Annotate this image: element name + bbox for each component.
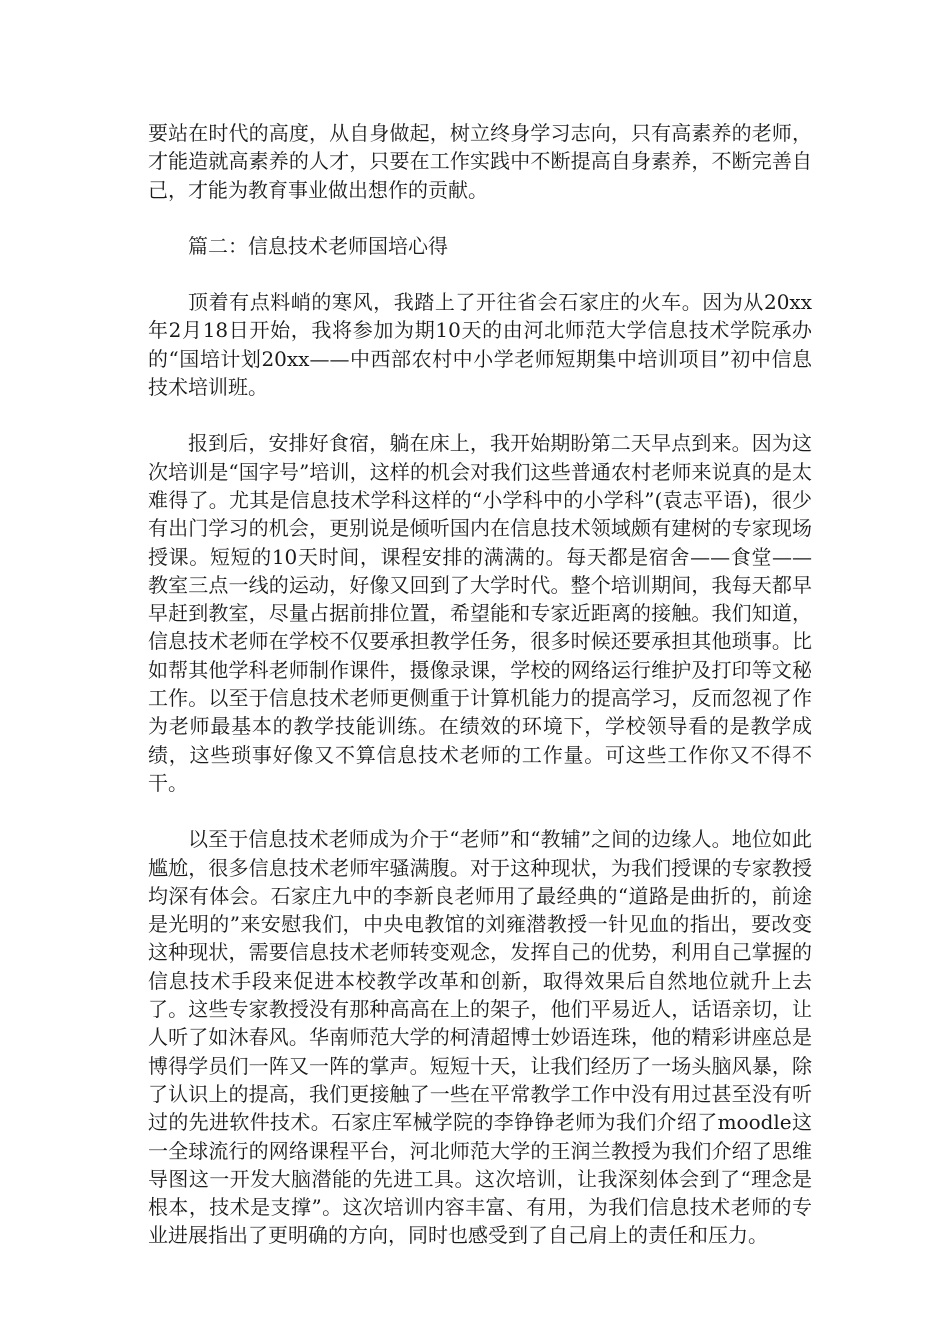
paragraph-continuation: 要站在时代的高度，从自身做起，树立终身学习志向，只有高素养的老师，才能造就高素养的人才，只要在工作实践中不断提高自身素养，不断完善自己，才能为教育事业做出想作的贡献。 xyxy=(148,121,812,202)
document-body xyxy=(148,119,812,1250)
section-heading: 篇二：信息技术老师国培心得 xyxy=(188,233,448,258)
paragraph-train-trip: 顶着有点料峭的寒风，我踏上了开往省会石家庄的火车。因为从20xx年2月18日开始，我将参加为期10天的由河北师范大学信息技术学院承办的“国培计划20xx——中西部农村中小学老师短期集中培训项目”初中信息技术培训班。 xyxy=(148,290,812,400)
paragraph-training-schedule: 报到后，安排好食宿，躺在床上，我开始期盼第二天早点到来。因为这次培训是“国字号”培训，这样的机会对我们这些普通农村老师来说真的是太难得了。尤其是信息技术学科这样的“小学科中的小学科”(袁志平语)，很少有出门学习的机会，更别说是倾听国内在信息技术领域颇有建树的专家现场授课。短短的10天时间，课程安排的满满的。每天都是宿舍——食堂——教室三点一线的运动，好像又回到了大学时代。整个培训期间，我每天都早早赶到教室，尽量占据前排位置，希望能和专家近距离的接触。我们知道，信息技术老师在学校不仅要承担教学任务，很多时候还要承担其他琐事。比如帮其他学科老师制作课件，摄像录课，学校的网络运行维护及打印等文秘工作。以至于信息技术老师更侧重于计算机能力的提高学习，反而忽视了作为老师最基本的教学技能训练。在绩效的环境下，学校领导看的是教学成绩，这些琐事好像又不算信息技术老师的工作量。可这些工作你又不得不干。 xyxy=(148,431,812,795)
paragraph-experts: 以至于信息技术老师成为介于“老师”和“教辅”之间的边缘人。地位如此尴尬，很多信息技术老师牢骚满腹。对于这种现状，为我们授课的专家教授均深有体会。石家庄九中的李新良老师用了最经典的“道路是曲折的，前途是光明的”来安慰我们，中央电教馆的刘雍潜教授一针见血的指出，要改变这种现状，需要信息技术老师转变观念，发挥自己的优势，利用自己掌握的信息技术手段来促进本校教学改革和创新，取得效果后自然地位就升上去了。这些专家教授没有那种高高在上的架子，他们平易近人，话语亲切，让人听了如沐春风。华南师范大学的柯清超博士妙语连珠，他的精彩讲座总是博得学员们一阵又一阵的掌声。短短十天，让我们经历了一场头脑风暴，除了认识上的提高，我们更接触了一些在平常教学工作中没有用过甚至没有听过的先进软件技术。石家庄军械学院的李铮铮老师为我们介绍了moodle这一全球流行的网络课程平台，河北师范大学的王润兰教授为我们介绍了思维导图这一开发大脑潜能的先进工具。这次培训，让我深刻体会到了“理念是根本，技术是支撑”。这次培训内容丰富、有用，为我们信息技术老师的专业进展指出了更明确的方向，同时也感受到了自己肩上的责任和压力。 xyxy=(148,827,812,1248)
